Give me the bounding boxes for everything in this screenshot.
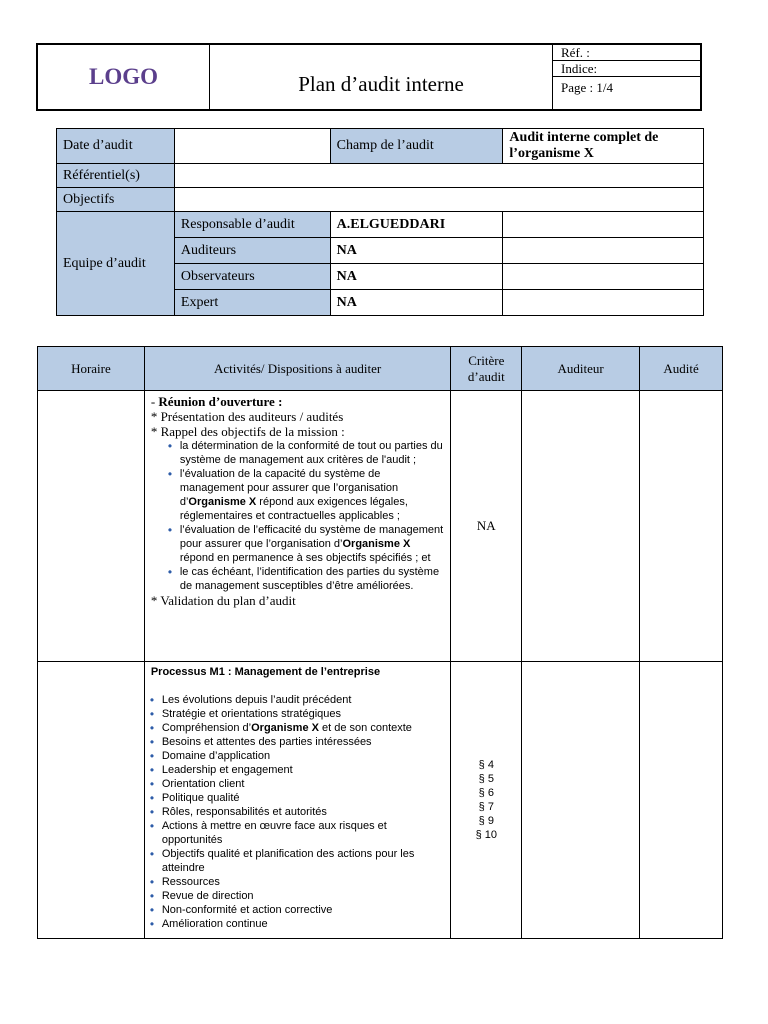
table-row [38,391,723,662]
audit-plan-table [37,346,723,939]
team-role: Expert [174,290,330,316]
referentiel-label: Référentiel(s) [57,164,175,188]
team-name: NA [330,290,503,316]
list-item: • Besoins et attentes des parties intéressées [162,735,447,749]
champ-label: Champ de l’audit [330,129,503,164]
auditeur-cell [522,391,640,662]
indice-field: Indice: [553,61,700,77]
team-role: Responsable d’audit [174,212,330,238]
critere-item: § 5 [478,773,494,785]
critere-item: § 6 [478,787,494,799]
process-list [151,693,447,931]
list-item: • Rôles, responsabilités et autorités [162,805,447,819]
team-role: Observateurs [174,264,330,290]
audite-cell [640,662,723,939]
logo: LOGO [38,45,210,109]
team-name: NA [330,264,503,290]
critere-item: § 7 [478,801,494,813]
critere-cell [451,662,522,939]
process-title: Processus M1 : Management de l’entreprise [150,666,381,678]
team-name: NA [330,238,503,264]
team-role: Auditeurs [174,238,330,264]
list-item: • l’évaluation de l’efficacité du système de management pour assurer que l’organisation d’Organisme X répond en permanence à ses objectifs spécifiés ; et [180,523,447,565]
col-auditeur: Auditeur [522,347,640,391]
ref-field: Réf. : [553,45,700,61]
list-item: • Revue de direction [162,889,447,903]
col-critere: Critère d’audit [451,347,522,391]
date-value [174,129,330,164]
page-number: Page : 1/4 [561,80,613,95]
auditeur-cell [522,662,640,939]
list-item: • Stratégie et orientations stratégiques [162,707,447,721]
list-item: • le cas échéant, l’identification des parties du système de management susceptibles d’être améliorées. [180,565,447,593]
critere-item: § 9 [478,815,494,827]
critere-item: § 10 [475,829,497,841]
list-item: • Leadership et engagement [162,763,447,777]
col-audite: Audité [640,347,723,391]
audite-cell [640,391,723,662]
equipe-label: Equipe d’audit [57,212,175,316]
opening-title: - Réunion d’ouverture : [150,394,283,409]
list-item: • Non-conformité et action corrective [162,903,447,917]
table-row [38,662,723,939]
document-header [36,43,702,111]
audit-info-table [56,128,704,316]
objectives-list [151,439,447,593]
objectifs-label: Objectifs [57,188,175,212]
list-item: • Politique qualité [162,791,447,805]
critere-item: § 4 [478,759,494,771]
reference-block [553,45,700,109]
activities-cell [144,662,451,939]
horaire-cell [38,391,145,662]
list-item: • l’évaluation de la capacité du système de management pour assurer que l’organisation d’Organisme X répond aux exigences légales, réglementaires et contractuelles applicables ; [180,467,447,523]
date-label: Date d’audit [57,129,175,164]
team-name: A.ELGUEDDARI [330,212,503,238]
list-item: • la détermination de la conformité de tout ou parties du système de management aux critères de l'audit ; [180,439,447,467]
list-item: • Domaine d’application [162,749,447,763]
team-extra [503,264,704,290]
referentiel-value [174,164,703,188]
critere-cell: NA [451,391,522,662]
objectifs-value [174,188,703,212]
list-item: • Actions à mettre en œuvre face aux risques et opportunités [162,819,447,847]
list-item: • Les évolutions depuis l’audit précédent [162,693,447,707]
col-activites: Activités/ Dispositions à auditer [144,347,451,391]
list-item: • Ressources [162,875,447,889]
team-extra [503,290,704,316]
document-title: Plan d’audit interne [210,45,553,109]
champ-value: Audit interne complet de l’organisme X [503,129,704,164]
list-item: • Compréhension d’Organisme X et de son contexte [162,721,447,735]
team-extra [503,212,704,238]
activity-line: * Présentation des auditeurs / audités [150,409,344,424]
list-item: • Amélioration continue [162,917,447,931]
col-horaire: Horaire [38,347,145,391]
list-item: • Orientation client [162,777,447,791]
horaire-cell [38,662,145,939]
activity-line: * Validation du plan d’audit [150,593,296,608]
activities-cell [144,391,451,662]
activity-line: * Rappel des objectifs de la mission : [150,424,345,439]
list-item: • Objectifs qualité et planification des actions pour les atteindre [162,847,447,875]
team-extra [503,238,704,264]
